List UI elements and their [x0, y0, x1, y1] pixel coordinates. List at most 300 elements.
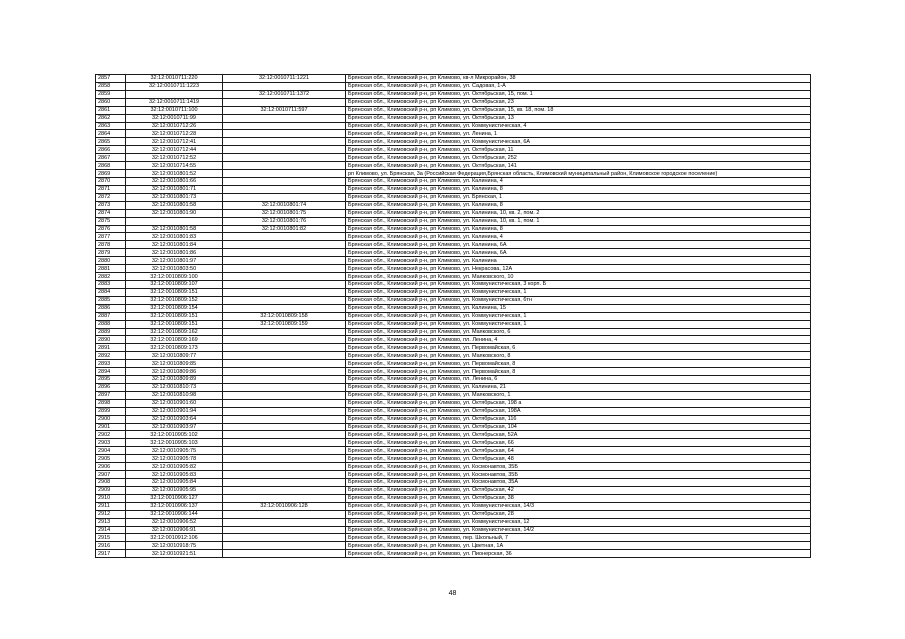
- address-cell: Брянская обл., Климовский р-н, рп Климово, ул. Коммунистическая, 1: [346, 312, 811, 320]
- row-number-cell: 2865: [96, 138, 126, 146]
- row-number-cell: 2867: [96, 154, 126, 162]
- address-cell: Брянская обл., Климовский р-н, рп Климово, ул. Октябрьская, 48: [346, 455, 811, 463]
- address-cell: Брянская обл., Климовский р-н, рп Климово, ул. Космонавтов, 35А: [346, 479, 811, 487]
- row-number-cell: 2895: [96, 376, 126, 384]
- table-row: [96, 399, 811, 407]
- related-cadastral-number-cell: [223, 542, 346, 550]
- table-row: [96, 415, 811, 423]
- cadastral-number-cell: 32:12:0010711:99: [126, 114, 223, 122]
- related-cadastral-number-cell: 32:12:0010801:74: [223, 201, 346, 209]
- address-cell: Брянская обл., Климовский р-н, рп Климово, ул. Некрасова, 12А: [346, 265, 811, 273]
- related-cadastral-number-cell: [223, 162, 346, 170]
- cadastral-number-cell: 32:12:0010906:91: [126, 526, 223, 534]
- table-row: [96, 130, 811, 138]
- address-cell: Брянская обл., Климовский р-н, рп Климово, ул. Первомайская, 8: [346, 368, 811, 376]
- address-cell: Брянская обл., Климовский р-н, рп Климово, ул. Октябрьская, 252: [346, 154, 811, 162]
- address-cell: Брянская обл., Климовский р-н, рп Климово, ул. Октябрьская, 198А: [346, 407, 811, 415]
- related-cadastral-number-cell: [223, 423, 346, 431]
- cadastral-number-cell: 32:12:0010801:97: [126, 257, 223, 265]
- row-number-cell: 2882: [96, 273, 126, 281]
- row-number-cell: 2880: [96, 257, 126, 265]
- row-number-cell: 2876: [96, 225, 126, 233]
- related-cadastral-number-cell: [223, 288, 346, 296]
- cadastral-number-cell: 32:12:0010809:169: [126, 336, 223, 344]
- related-cadastral-number-cell: [223, 391, 346, 399]
- row-number-cell: 2916: [96, 542, 126, 550]
- cadastral-number-cell: 32:12:0010810:73: [126, 383, 223, 391]
- related-cadastral-number-cell: [223, 241, 346, 249]
- related-cadastral-number-cell: [223, 510, 346, 518]
- address-cell: Брянская обл., Климовский р-н, рп Климово, ул. Калинина: [346, 257, 811, 265]
- row-number-cell: 2912: [96, 510, 126, 518]
- address-cell: Брянская обл., Климовский р-н, рп Климово, ул. Коммунистическая, 12: [346, 518, 811, 526]
- cadastral-number-cell: 32:12:0010905:103: [126, 439, 223, 447]
- address-cell: Брянская обл., Климовский р-н, рп Климово, кв-л Микрорайон, 38: [346, 75, 811, 83]
- related-cadastral-number-cell: [223, 518, 346, 526]
- cadastral-number-cell: 32:12:0010912:106: [126, 534, 223, 542]
- cadastral-number-cell: 32:12:0010801:58: [126, 225, 223, 233]
- cadastral-number-cell: 32:12:0010905:95: [126, 486, 223, 494]
- table-row: [96, 185, 811, 193]
- cadastral-number-cell: 32:12:0010906:52: [126, 518, 223, 526]
- related-cadastral-number-cell: [223, 383, 346, 391]
- table-row: [96, 471, 811, 479]
- related-cadastral-number-cell: [223, 360, 346, 368]
- row-number-cell: 2870: [96, 177, 126, 185]
- table-row: [96, 241, 811, 249]
- table-row: [96, 407, 811, 415]
- row-number-cell: 2907: [96, 471, 126, 479]
- table-row: [96, 304, 811, 312]
- cadastral-number-cell: 32:12:0010711:100: [126, 106, 223, 114]
- address-cell: Брянская обл., Климовский р-н, рп Климово, ул. Октябрьская, 64: [346, 447, 811, 455]
- row-number-cell: 2893: [96, 360, 126, 368]
- cadastral-number-cell: 32:12:0010810:98: [126, 391, 223, 399]
- cadastral-number-cell: 32:12:0010801:90: [126, 209, 223, 217]
- address-cell: Брянская обл., Климовский р-н, рп Климово, ул. Калинина, 10, кв. 1, пом. 1: [346, 217, 811, 225]
- table-row: [96, 423, 811, 431]
- address-cell: Брянская обл., Климовский р-н, рп Климово, ул. Октябрьская, 42: [346, 486, 811, 494]
- related-cadastral-number-cell: [223, 328, 346, 336]
- cadastral-number-cell: 32:12:0010903:64: [126, 415, 223, 423]
- row-number-cell: 2883: [96, 280, 126, 288]
- related-cadastral-number-cell: [223, 368, 346, 376]
- row-number-cell: 2914: [96, 526, 126, 534]
- address-cell: Брянская обл., Климовский р-н, рп Климово, ул. Космонавтов, 35Б: [346, 463, 811, 471]
- row-number-cell: 2879: [96, 249, 126, 257]
- address-cell: Брянская обл., Климовский р-н, рп Климово, ул. Октябрьская, 198 а: [346, 399, 811, 407]
- row-number-cell: 2889: [96, 328, 126, 336]
- cadastral-number-cell: 32:12:0010801:58: [126, 201, 223, 209]
- address-cell: Брянская обл., Климовский р-н, рп Климово, ул. Октябрьская, 141: [346, 162, 811, 170]
- related-cadastral-number-cell: [223, 463, 346, 471]
- related-cadastral-number-cell: [223, 399, 346, 407]
- address-cell: Брянская обл., Климовский р-н, рп Климово, ул. Маяковского, 6: [346, 328, 811, 336]
- row-number-cell: 2872: [96, 193, 126, 201]
- table-row: [96, 463, 811, 471]
- row-number-cell: 2894: [96, 368, 126, 376]
- address-cell: Брянская обл., Климовский р-н, рп Климово, ул. Калинина, 4: [346, 177, 811, 185]
- table-row: [96, 455, 811, 463]
- related-cadastral-number-cell: [223, 336, 346, 344]
- row-number-cell: 2871: [96, 185, 126, 193]
- row-number-cell: 2869: [96, 170, 126, 178]
- row-number-cell: 2917: [96, 550, 126, 558]
- related-cadastral-number-cell: [223, 479, 346, 487]
- row-number-cell: 2902: [96, 431, 126, 439]
- table-row: [96, 273, 811, 281]
- related-cadastral-number-cell: 32:12:0010711:1221: [223, 75, 346, 83]
- page-number: 48: [448, 590, 457, 597]
- cadastral-number-cell: 32:12:0010905:102: [126, 431, 223, 439]
- table-row: [96, 114, 811, 122]
- row-number-cell: 2892: [96, 352, 126, 360]
- related-cadastral-number-cell: [223, 130, 346, 138]
- row-number-cell: 2905: [96, 455, 126, 463]
- related-cadastral-number-cell: [223, 439, 346, 447]
- address-cell: рп Климово, ул. Брянская, 3а (Российская Федерация,Брянская область, Климовский муниципальный район, Климовское городское поселение): [346, 170, 811, 178]
- table-row: [96, 177, 811, 185]
- cadastral-number-cell: 32:12:0010809:154: [126, 304, 223, 312]
- address-cell: Брянская обл., Климовский р-н, рп Климово, ул. Калинина, 4: [346, 233, 811, 241]
- cadastral-number-cell: 32:12:0010712:52: [126, 154, 223, 162]
- related-cadastral-number-cell: [223, 98, 346, 106]
- table-row: [96, 502, 811, 510]
- cadastral-number-cell: 32:12:0010714:55: [126, 162, 223, 170]
- related-cadastral-number-cell: [223, 407, 346, 415]
- related-cadastral-number-cell: [223, 249, 346, 257]
- row-number-cell: 2904: [96, 447, 126, 455]
- address-cell: Брянская обл., Климовский р-н, рп Климово, ул. Маяковского, 8: [346, 352, 811, 360]
- address-cell: Брянская обл., Климовский р-н, рп Климово, ул. Октябрьская, 66: [346, 439, 811, 447]
- cadastral-number-cell: 32:12:0010901:94: [126, 407, 223, 415]
- address-cell: Брянская обл., Климовский р-н, рп Климово, ул. Октябрьская, 15, кв. 18, пом. 18: [346, 106, 811, 114]
- row-number-cell: 2868: [96, 162, 126, 170]
- address-cell: Брянская обл., Климовский р-н, рп Климово, ул. Октябрьская, 52А: [346, 431, 811, 439]
- address-cell: Брянская обл., Климовский р-н, рп Климово, ул. Коммунистическая, 14/2: [346, 526, 811, 534]
- address-cell: Брянская обл., Климовский р-н, рп Климово, ул. Калинина, 15: [346, 304, 811, 312]
- row-number-cell: 2910: [96, 494, 126, 502]
- table-row: [96, 257, 811, 265]
- table-row: [96, 162, 811, 170]
- cadastral-number-cell: 32:12:0010901:60: [126, 399, 223, 407]
- row-number-cell: 2915: [96, 534, 126, 542]
- row-number-cell: 2906: [96, 463, 126, 471]
- table-row: [96, 431, 811, 439]
- address-cell: Брянская обл., Климовский р-н, рп Климово, ул. Маяковского, 1: [346, 391, 811, 399]
- address-cell: Брянская обл., Климовский р-н, рп Климово, ул. Коммунистическая, 6тн: [346, 296, 811, 304]
- cadastral-number-cell: 32:12:0010801:52: [126, 170, 223, 178]
- table-row: [96, 154, 811, 162]
- table-row: [96, 312, 811, 320]
- table-row: [96, 486, 811, 494]
- row-number-cell: 2874: [96, 209, 126, 217]
- table-row: [96, 479, 811, 487]
- table-row: [96, 146, 811, 154]
- cadastral-number-cell: 32:12:0010905:78: [126, 455, 223, 463]
- row-number-cell: 2859: [96, 90, 126, 98]
- related-cadastral-number-cell: [223, 170, 346, 178]
- address-cell: Брянская обл., Климовский р-н, рп Климово, ул. Октябрьская, 28: [346, 510, 811, 518]
- registry-table-body: [96, 75, 811, 558]
- address-cell: Брянская обл., Климовский р-н, рп Климово, ул. Калинина, 10, кв. 2, пом. 2: [346, 209, 811, 217]
- table-row: [96, 542, 811, 550]
- address-cell: Брянская обл., Климовский р-н, рп Климово, ул. Коммунистическая, 6А: [346, 138, 811, 146]
- cadastral-number-cell: 32:12:0010801:66: [126, 177, 223, 185]
- related-cadastral-number-cell: [223, 82, 346, 90]
- related-cadastral-number-cell: [223, 296, 346, 304]
- row-number-cell: 2866: [96, 146, 126, 154]
- address-cell: Брянская обл., Климовский р-н, рп Климово, пл. Ленина, 4: [346, 336, 811, 344]
- row-number-cell: 2861: [96, 106, 126, 114]
- table-row: [96, 518, 811, 526]
- table-row: [96, 328, 811, 336]
- address-cell: Брянская обл., Климовский р-н, рп Климово, ул. Калинина, 6А: [346, 241, 811, 249]
- address-cell: Брянская обл., Климовский р-н, рп Климово, ул. Коммунистическая, 3 корп. Б: [346, 280, 811, 288]
- table-row: [96, 439, 811, 447]
- related-cadastral-number-cell: [223, 471, 346, 479]
- table-row: [96, 336, 811, 344]
- row-number-cell: 2913: [96, 518, 126, 526]
- cadastral-number-cell: 32:12:0010809:151: [126, 320, 223, 328]
- row-number-cell: 2877: [96, 233, 126, 241]
- table-row: [96, 233, 811, 241]
- table-row: [96, 288, 811, 296]
- row-number-cell: 2896: [96, 383, 126, 391]
- row-number-cell: 2878: [96, 241, 126, 249]
- cadastral-number-cell: 32:12:0010809:89: [126, 376, 223, 384]
- row-number-cell: 2899: [96, 407, 126, 415]
- related-cadastral-number-cell: [223, 122, 346, 130]
- cadastral-number-cell: 32:12:0010801:84: [126, 241, 223, 249]
- table-row: [96, 90, 811, 98]
- address-cell: Брянская обл., Климовский р-н, рп Климово, ул. Калинина, 8: [346, 185, 811, 193]
- table-row: [96, 494, 811, 502]
- related-cadastral-number-cell: 32:12:0010906:128: [223, 502, 346, 510]
- table-row: [96, 510, 811, 518]
- related-cadastral-number-cell: [223, 534, 346, 542]
- related-cadastral-number-cell: [223, 376, 346, 384]
- row-number-cell: 2890: [96, 336, 126, 344]
- address-cell: Брянская обл., Климовский р-н, рп Климово, ул. Коммунистическая, 4: [346, 122, 811, 130]
- cadastral-number-cell: 32:12:0010803:50: [126, 265, 223, 273]
- row-number-cell: 2863: [96, 122, 126, 130]
- address-cell: Брянская обл., Климовский р-н, рп Климово, ул. Октябрьская, 38: [346, 494, 811, 502]
- table-row: [96, 280, 811, 288]
- related-cadastral-number-cell: [223, 273, 346, 281]
- table-row: [96, 75, 811, 83]
- address-cell: Брянская обл., Климовский р-н, рп Климово, ул. Ленина, 1: [346, 130, 811, 138]
- address-cell: Брянская обл., Климовский р-н, рп Климово, ул. Маяковского, 10: [346, 273, 811, 281]
- property-registry-table: [95, 74, 811, 558]
- row-number-cell: 2887: [96, 312, 126, 320]
- related-cadastral-number-cell: [223, 193, 346, 201]
- address-cell: Брянская обл., Климовский р-н, рп Климово, ул. Первомайская, 8: [346, 360, 811, 368]
- address-cell: Брянская обл., Климовский р-н, рп Климово, ул. Калинина, 6А: [346, 249, 811, 257]
- cadastral-number-cell: 32:12:0010801:86: [126, 249, 223, 257]
- related-cadastral-number-cell: [223, 233, 346, 241]
- related-cadastral-number-cell: [223, 304, 346, 312]
- cadastral-number-cell: 32:12:0010809:151: [126, 312, 223, 320]
- address-cell: Брянская обл., Климовский р-н, рп Климово, ул. Калинина, 8: [346, 225, 811, 233]
- table-row: [96, 360, 811, 368]
- cadastral-number-cell: 32:12:0010906:127: [126, 494, 223, 502]
- related-cadastral-number-cell: [223, 280, 346, 288]
- row-number-cell: 2881: [96, 265, 126, 273]
- table-row: [96, 534, 811, 542]
- table-row: [96, 320, 811, 328]
- address-cell: Брянская обл., Климовский р-н, рп Климово, ул. Коммунистическая, 1: [346, 320, 811, 328]
- table-row: [96, 193, 811, 201]
- cadastral-number-cell: 32:12:0010905:75: [126, 447, 223, 455]
- table-row: [96, 265, 811, 273]
- address-cell: Брянская обл., Климовский р-н, рп Климово, ул. Цветная, 1А: [346, 542, 811, 550]
- table-row: [96, 106, 811, 114]
- address-cell: Брянская обл., Климовский р-н, рп Климово, ул. Октябрьская, 11: [346, 146, 811, 154]
- related-cadastral-number-cell: 32:12:0010801:75: [223, 209, 346, 217]
- cadastral-number-cell: 32:12:0010809:100: [126, 273, 223, 281]
- row-number-cell: 2885: [96, 296, 126, 304]
- row-number-cell: 2908: [96, 479, 126, 487]
- cadastral-number-cell: 32:12:0010906:144: [126, 510, 223, 518]
- related-cadastral-number-cell: [223, 257, 346, 265]
- cadastral-number-cell: 32:12:0010809:173: [126, 344, 223, 352]
- cadastral-number-cell: 32:12:0010905:83: [126, 471, 223, 479]
- row-number-cell: 2873: [96, 201, 126, 209]
- cadastral-number-cell: 32:12:0010711:1223: [126, 82, 223, 90]
- row-number-cell: 2891: [96, 344, 126, 352]
- related-cadastral-number-cell: [223, 494, 346, 502]
- related-cadastral-number-cell: [223, 550, 346, 558]
- related-cadastral-number-cell: [223, 455, 346, 463]
- cadastral-number-cell: [126, 90, 223, 98]
- cadastral-number-cell: 32:12:0010918:75: [126, 542, 223, 550]
- row-number-cell: 2911: [96, 502, 126, 510]
- related-cadastral-number-cell: 32:12:0010801:82: [223, 225, 346, 233]
- cadastral-number-cell: 32:12:0010809:151: [126, 288, 223, 296]
- address-cell: Брянская обл., Климовский р-н, рп Климово, пер. Школьный, 7: [346, 534, 811, 542]
- row-number-cell: 2888: [96, 320, 126, 328]
- related-cadastral-number-cell: [223, 177, 346, 185]
- cadastral-number-cell: 32:12:0010809:86: [126, 368, 223, 376]
- cadastral-number-cell: 32:12:0010809:85: [126, 360, 223, 368]
- table-row: [96, 368, 811, 376]
- table-row: [96, 122, 811, 130]
- row-number-cell: 2862: [96, 114, 126, 122]
- row-number-cell: 2884: [96, 288, 126, 296]
- row-number-cell: 2909: [96, 486, 126, 494]
- address-cell: Брянская обл., Климовский р-н, рп Климово, ул. Коммунистическая, 14/3: [346, 502, 811, 510]
- row-number-cell: 2857: [96, 75, 126, 83]
- table-row: [96, 98, 811, 106]
- address-cell: Брянская обл., Климовский р-н, рп Климово, ул. Космонавтов, 35Б: [346, 471, 811, 479]
- row-number-cell: 2858: [96, 82, 126, 90]
- related-cadastral-number-cell: [223, 431, 346, 439]
- cadastral-number-cell: 32:12:0010905:84: [126, 479, 223, 487]
- related-cadastral-number-cell: [223, 154, 346, 162]
- related-cadastral-number-cell: 32:12:0010809:158: [223, 312, 346, 320]
- related-cadastral-number-cell: [223, 486, 346, 494]
- row-number-cell: 2898: [96, 399, 126, 407]
- related-cadastral-number-cell: [223, 526, 346, 534]
- related-cadastral-number-cell: [223, 114, 346, 122]
- table-row: [96, 550, 811, 558]
- row-number-cell: 2875: [96, 217, 126, 225]
- cadastral-number-cell: [126, 217, 223, 225]
- row-number-cell: 2901: [96, 423, 126, 431]
- related-cadastral-number-cell: [223, 138, 346, 146]
- table-row: [96, 344, 811, 352]
- address-cell: Брянская обл., Климовский р-н, рп Климово, ул. Октябрьская, 104: [346, 423, 811, 431]
- table-row: [96, 391, 811, 399]
- cadastral-number-cell: 32:12:0010801:73: [126, 193, 223, 201]
- table-row: [96, 526, 811, 534]
- address-cell: Брянская обл., Климовский р-н, рп Климово, ул. Октябрьская, 23: [346, 98, 811, 106]
- row-number-cell: 2897: [96, 391, 126, 399]
- table-row: [96, 447, 811, 455]
- table-row: [96, 383, 811, 391]
- address-cell: Брянская обл., Климовский р-н, рп Климово, ул. Первомайская, 6: [346, 344, 811, 352]
- table-row: [96, 170, 811, 178]
- address-cell: Брянская обл., Климовский р-н, рп Климово, ул. Октябрьская, 13: [346, 114, 811, 122]
- related-cadastral-number-cell: 32:12:0010801:76: [223, 217, 346, 225]
- table-row: [96, 352, 811, 360]
- table-row: [96, 376, 811, 384]
- table-row: [96, 209, 811, 217]
- related-cadastral-number-cell: [223, 344, 346, 352]
- row-number-cell: 2900: [96, 415, 126, 423]
- cadastral-number-cell: 32:12:0010905:82: [126, 463, 223, 471]
- related-cadastral-number-cell: [223, 352, 346, 360]
- address-cell: Брянская обл., Климовский р-н, рп Климово, ул. Калинина, 21: [346, 383, 811, 391]
- cadastral-number-cell: 32:12:0010906:137: [126, 502, 223, 510]
- address-cell: Брянская обл., Климовский р-н, рп Климово, ул. Садовая, 1-А: [346, 82, 811, 90]
- cadastral-number-cell: 32:12:0010801:71: [126, 185, 223, 193]
- cadastral-number-cell: 32:12:0010809:152: [126, 296, 223, 304]
- table-row: [96, 217, 811, 225]
- address-cell: Брянская обл., Климовский р-н, рп Климово, ул. Калинина, 8: [346, 201, 811, 209]
- cadastral-number-cell: 32:12:0010712:26: [126, 122, 223, 130]
- address-cell: Брянская обл., Климовский р-н, рп Климово, ул. Октябрьская, 116: [346, 415, 811, 423]
- row-number-cell: 2903: [96, 439, 126, 447]
- address-cell: Брянская обл., Климовский р-н, рп Климово, ул. Октябрьская, 15, пом. 1: [346, 90, 811, 98]
- table-row: [96, 296, 811, 304]
- row-number-cell: 2864: [96, 130, 126, 138]
- cadastral-number-cell: 32:12:0010712:41: [126, 138, 223, 146]
- address-cell: Брянская обл., Климовский р-н, рп Климово, ул. Пионерская, 36: [346, 550, 811, 558]
- row-number-cell: 2860: [96, 98, 126, 106]
- cadastral-number-cell: 32:12:0010801:83: [126, 233, 223, 241]
- address-cell: Брянская обл., Климовский р-н, рп Климово, ул. Брянская, 1: [346, 193, 811, 201]
- cadastral-number-cell: 32:12:0010712:44: [126, 146, 223, 154]
- related-cadastral-number-cell: [223, 146, 346, 154]
- cadastral-number-cell: 32:12:0010809:107: [126, 280, 223, 288]
- table-row: [96, 201, 811, 209]
- table-row: [96, 249, 811, 257]
- cadastral-number-cell: 32:12:0010809:77: [126, 352, 223, 360]
- cadastral-number-cell: 32:12:0010921:51: [126, 550, 223, 558]
- cadastral-number-cell: 32:12:0010903:97: [126, 423, 223, 431]
- related-cadastral-number-cell: [223, 185, 346, 193]
- related-cadastral-number-cell: 32:12:0010711:597: [223, 106, 346, 114]
- related-cadastral-number-cell: [223, 447, 346, 455]
- related-cadastral-number-cell: [223, 415, 346, 423]
- table-row: [96, 82, 811, 90]
- cadastral-number-cell: 32:12:0010809:162: [126, 328, 223, 336]
- cadastral-number-cell: 32:12:0010711:220: [126, 75, 223, 83]
- related-cadastral-number-cell: [223, 265, 346, 273]
- cadastral-number-cell: 32:12:0010712:28: [126, 130, 223, 138]
